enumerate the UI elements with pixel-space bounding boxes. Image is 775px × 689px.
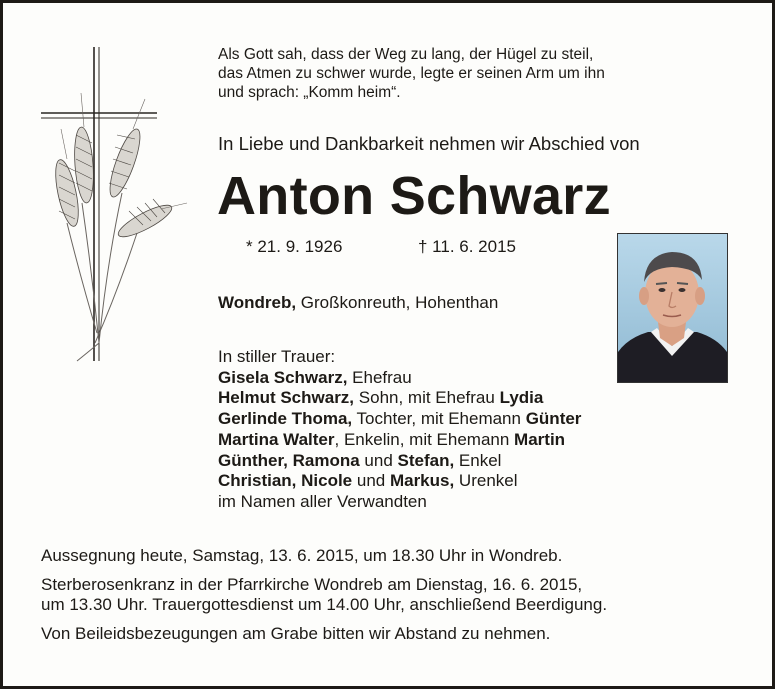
mourner-text: Ehefrau (347, 367, 412, 387)
mourner-text: Christian, Nicole (218, 471, 353, 491)
mourner-text: Sohn, mit Ehefrau (354, 388, 500, 408)
mourner-text: Günter (525, 409, 582, 429)
mourner-text: Lydia (499, 388, 544, 408)
quote-line: Als Gott sah, dass der Weg zu lang, der Hügel zu steil, (218, 46, 594, 63)
mourner-line (218, 451, 581, 472)
funeral-note: um 13.30 Uhr. Trauergottesdienst um 14.00 Uhr, anschließend Beerdigung. (41, 595, 608, 614)
place-rest: Großkonreuth, Hohenthan (296, 293, 499, 312)
quote (218, 45, 605, 102)
places (218, 293, 498, 313)
mourner-text: Urenkel (454, 471, 518, 491)
mourner-lines (218, 368, 581, 513)
mourner-line (218, 430, 581, 451)
condolence-note: Von Beileidsbezeugungen am Grabe bitten wir Abstand zu nehmen. (41, 623, 551, 643)
mourner-text: Stefan, (397, 450, 455, 470)
mourner-text: , Enkelin, mit Ehemann (334, 429, 515, 449)
mourner-text: und (359, 450, 398, 470)
mourners (218, 347, 581, 513)
blessing-note: Aussegnung heute, Samstag, 13. 6. 2015, um 18.30 Uhr in Wondreb. (41, 546, 563, 565)
place-primary: Wondreb, (218, 293, 297, 312)
rosary-note: Sterberosenkranz in der Pfarrkirche Wondreb am Dienstag, 16. 6. 2015, (41, 574, 583, 594)
mourner-line (218, 388, 581, 409)
mourner-line (218, 368, 581, 389)
mourners-heading: In stiller Trauer: (218, 347, 336, 366)
farewell-intro: In Liebe und Dankbarkeit nehmen wir Abschied von (218, 133, 640, 154)
mourner-text: Martin (514, 429, 566, 449)
mourner-text: Günther, Ramona (218, 450, 360, 470)
mourner-text: und (352, 471, 390, 491)
mourner-text: Tochter, mit Ehemann (352, 409, 526, 429)
mourner-line (218, 471, 581, 492)
quote-line: das Atmen zu schwer wurde, legte er seinen Arm um ihn (218, 65, 605, 82)
mourner-text: Gisela Schwarz, (218, 367, 348, 387)
mourner-text: Gerlinde Thoma, (218, 409, 353, 429)
portrait-photo (617, 233, 728, 383)
service-notes (41, 546, 607, 644)
mourner-text: Markus, (389, 471, 455, 491)
mourner-line (218, 492, 581, 513)
mourner-text: Martina Walter (218, 429, 335, 449)
mourner-text: im Namen aller Verwandten (218, 491, 427, 511)
death-date: † 11. 6. 2015 (418, 237, 516, 256)
deceased-name: Anton Schwarz (217, 166, 611, 226)
mourner-line (218, 409, 581, 430)
mourner-text: Helmut Schwarz, (218, 388, 355, 408)
cross-with-wheat-icon (37, 43, 197, 365)
birth-date: * 21. 9. 1926 (246, 237, 343, 256)
quote-line: und sprach: „Komm heim“. (218, 84, 401, 101)
mourner-text: Enkel (454, 450, 502, 470)
